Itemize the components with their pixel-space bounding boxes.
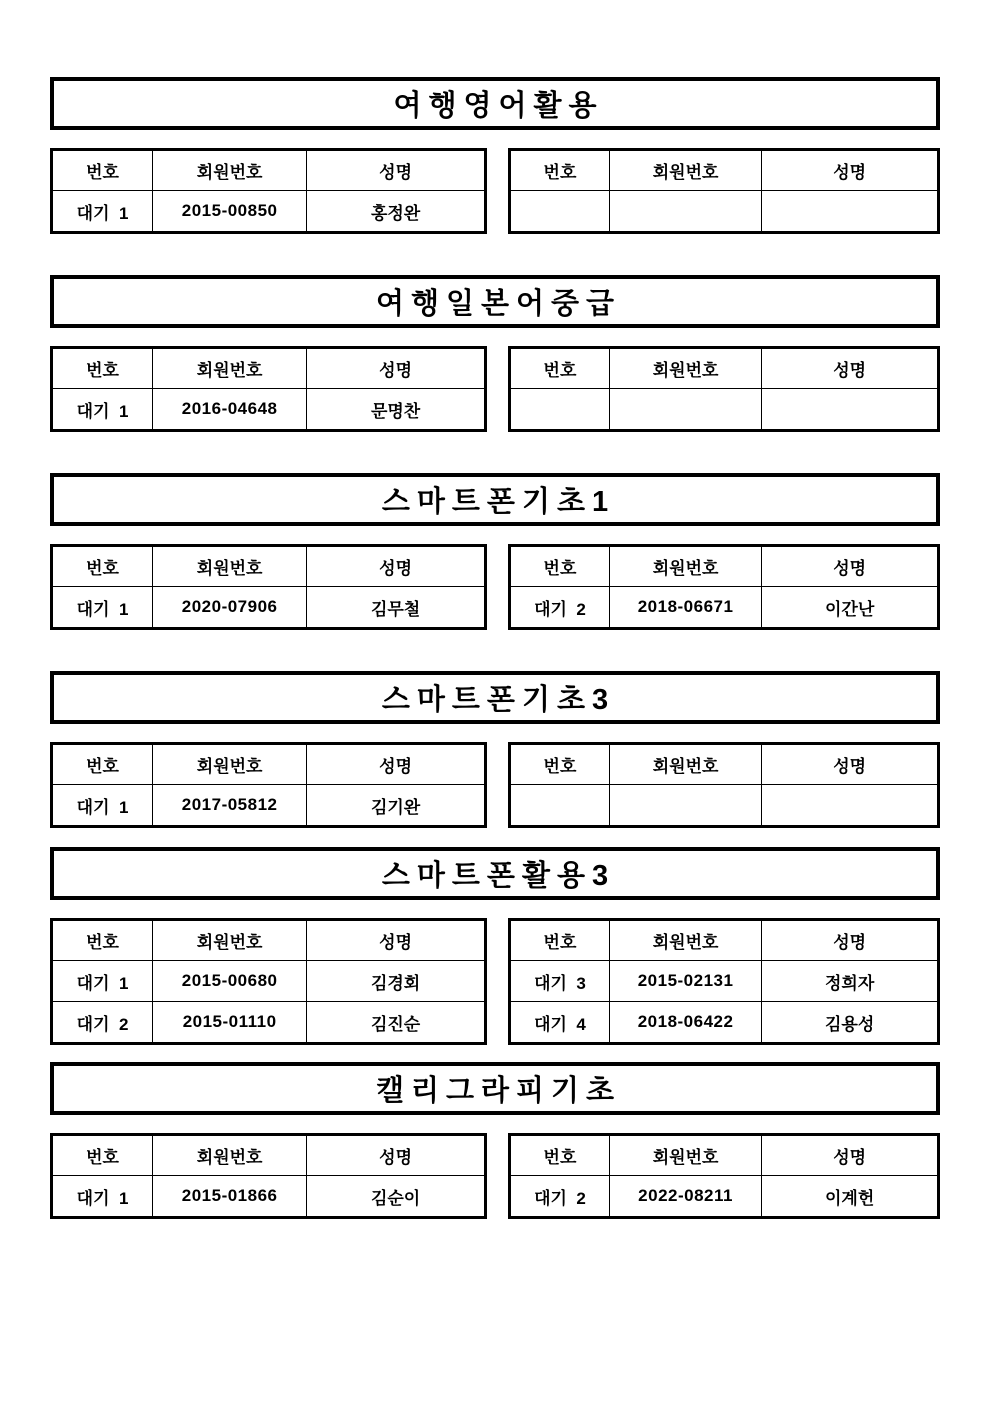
- waitlist-tables: [50, 918, 940, 1045]
- cell-member-id: 2017-05812: [153, 785, 307, 827]
- waitlist-tables: [50, 1133, 940, 1219]
- cell-name: 정희자: [762, 961, 939, 1002]
- table-row: [52, 785, 486, 827]
- header-member-id: 회원번호: [153, 920, 307, 961]
- waitlist-table-right: [508, 544, 940, 630]
- waitlist-table-left: [50, 544, 487, 630]
- header-no: 번호: [510, 546, 610, 587]
- table-row: [510, 1176, 939, 1218]
- header-member-id: 회원번호: [153, 744, 307, 785]
- header-no: 번호: [510, 150, 610, 191]
- cell-name: 김기완: [307, 785, 486, 827]
- waitlist-tables: [50, 544, 940, 630]
- cell-name: 김경회: [307, 961, 486, 1002]
- cell-member-id: [609, 785, 761, 827]
- header-name: 성명: [762, 1135, 939, 1176]
- header-no: 번호: [52, 744, 153, 785]
- header-member-id: 회원번호: [609, 348, 761, 389]
- header-member-id: 회원번호: [609, 744, 761, 785]
- cell-name: [762, 191, 939, 233]
- cell-wait-no: 대기 1: [52, 389, 153, 431]
- waitlist-table-left: [50, 742, 487, 828]
- table-row: [52, 961, 486, 1002]
- cell-wait-no: 대기 2: [52, 1002, 153, 1044]
- cell-name: [762, 389, 939, 431]
- header-no: 번호: [510, 920, 610, 961]
- header-member-id: 회원번호: [609, 150, 761, 191]
- waitlist-table-left: [50, 346, 487, 432]
- course-title: 스마트폰기초3: [381, 684, 616, 716]
- table-row: [510, 961, 939, 1002]
- table-row: [52, 1176, 486, 1218]
- course-section: [50, 77, 940, 234]
- cell-wait-no: 대기 1: [52, 961, 153, 1002]
- header-name: 성명: [762, 348, 939, 389]
- header-no: 번호: [510, 1135, 610, 1176]
- header-member-id: 회원번호: [609, 546, 761, 587]
- waitlist-table-right: [508, 918, 940, 1045]
- table-header-row: [510, 348, 939, 389]
- cell-wait-no: 대기 1: [52, 191, 153, 233]
- cell-member-id: 2016-04648: [153, 389, 307, 431]
- course-title: 스마트폰기초1: [381, 486, 616, 518]
- cell-name: 문명찬: [307, 389, 486, 431]
- course-title: 스마트폰활용3: [381, 860, 616, 892]
- cell-member-id: [609, 389, 761, 431]
- header-member-id: 회원번호: [609, 1135, 761, 1176]
- table-header-row: [52, 744, 486, 785]
- cell-member-id: 2015-02131: [609, 961, 761, 1002]
- course-section: [50, 1062, 940, 1219]
- cell-wait-no: [510, 785, 610, 827]
- table-row: [52, 587, 486, 629]
- cell-wait-no: [510, 191, 610, 233]
- table-row: [510, 785, 939, 827]
- header-no: 번호: [510, 744, 610, 785]
- cell-wait-no: 대기 2: [510, 1176, 610, 1218]
- cell-wait-no: 대기 1: [52, 785, 153, 827]
- header-no: 번호: [52, 348, 153, 389]
- header-name: 성명: [307, 1135, 486, 1176]
- cell-wait-no: [510, 389, 610, 431]
- waitlist-table-left: [50, 918, 487, 1045]
- cell-member-id: 2015-01110: [153, 1002, 307, 1044]
- course-title-box: [50, 671, 940, 724]
- header-member-id: 회원번호: [153, 150, 307, 191]
- course-section: [50, 847, 940, 1045]
- header-no: 번호: [52, 546, 153, 587]
- course-title-box: [50, 275, 940, 328]
- header-name: 성명: [307, 744, 486, 785]
- table-row: [510, 389, 939, 431]
- cell-name: 이간난: [762, 587, 939, 629]
- course-section: [50, 473, 940, 630]
- header-no: 번호: [510, 348, 610, 389]
- cell-member-id: 2015-00850: [153, 191, 307, 233]
- course-title-box: [50, 847, 940, 900]
- header-member-id: 회원번호: [153, 348, 307, 389]
- table-row: [510, 1002, 939, 1044]
- header-no: 번호: [52, 150, 153, 191]
- course-title-box: [50, 1062, 940, 1115]
- header-name: 성명: [762, 744, 939, 785]
- cell-member-id: 2018-06422: [609, 1002, 761, 1044]
- course-title: 여행영어활용: [393, 90, 604, 122]
- table-header-row: [510, 744, 939, 785]
- waitlist-table-right: [508, 346, 940, 432]
- header-member-id: 회원번호: [153, 1135, 307, 1176]
- cell-member-id: 2015-00680: [153, 961, 307, 1002]
- table-row: [52, 191, 486, 233]
- waitlist-table-right: [508, 1133, 940, 1219]
- course-title-box: [50, 473, 940, 526]
- table-header-row: [510, 920, 939, 961]
- table-row: [52, 1002, 486, 1044]
- cell-name: 김무철: [307, 587, 486, 629]
- table-header-row: [52, 150, 486, 191]
- header-name: 성명: [307, 920, 486, 961]
- table-header-row: [510, 1135, 939, 1176]
- cell-member-id: 2018-06671: [609, 587, 761, 629]
- header-name: 성명: [307, 546, 486, 587]
- header-name: 성명: [762, 920, 939, 961]
- cell-name: 이계헌: [762, 1176, 939, 1218]
- waitlist-tables: [50, 742, 940, 828]
- waitlist-tables: [50, 346, 940, 432]
- waitlist-table-right: [508, 742, 940, 828]
- cell-member-id: [609, 191, 761, 233]
- header-member-id: 회원번호: [153, 546, 307, 587]
- cell-member-id: 2022-08211: [609, 1176, 761, 1218]
- cell-wait-no: 대기 2: [510, 587, 610, 629]
- course-section: [50, 671, 940, 828]
- waitlist-table-left: [50, 148, 487, 234]
- cell-name: 김진순: [307, 1002, 486, 1044]
- cell-wait-no: 대기 4: [510, 1002, 610, 1044]
- table-header-row: [52, 920, 486, 961]
- course-title-box: [50, 77, 940, 130]
- table-header-row: [510, 546, 939, 587]
- table-header-row: [510, 150, 939, 191]
- course-section: [50, 275, 940, 432]
- waitlist-table-right: [508, 148, 940, 234]
- table-header-row: [52, 1135, 486, 1176]
- cell-name: 김순이: [307, 1176, 486, 1218]
- header-no: 번호: [52, 1135, 153, 1176]
- table-row: [510, 191, 939, 233]
- cell-name: [762, 785, 939, 827]
- cell-wait-no: 대기 1: [52, 1176, 153, 1218]
- header-name: 성명: [762, 546, 939, 587]
- waitlist-tables: [50, 148, 940, 234]
- cell-wait-no: 대기 3: [510, 961, 610, 1002]
- header-member-id: 회원번호: [609, 920, 761, 961]
- course-title: 캘리그라피기초: [375, 1075, 622, 1107]
- header-name: 성명: [307, 150, 486, 191]
- cell-member-id: 2020-07906: [153, 587, 307, 629]
- header-name: 성명: [762, 150, 939, 191]
- cell-wait-no: 대기 1: [52, 587, 153, 629]
- waitlist-table-left: [50, 1133, 487, 1219]
- cell-member-id: 2015-01866: [153, 1176, 307, 1218]
- document: [50, 77, 940, 1219]
- table-row: [510, 587, 939, 629]
- header-no: 번호: [52, 920, 153, 961]
- table-header-row: [52, 546, 486, 587]
- cell-name: 김용성: [762, 1002, 939, 1044]
- table-header-row: [52, 348, 486, 389]
- header-name: 성명: [307, 348, 486, 389]
- table-row: [52, 389, 486, 431]
- course-title: 여행일본어중급: [375, 288, 622, 320]
- cell-name: 홍정완: [307, 191, 486, 233]
